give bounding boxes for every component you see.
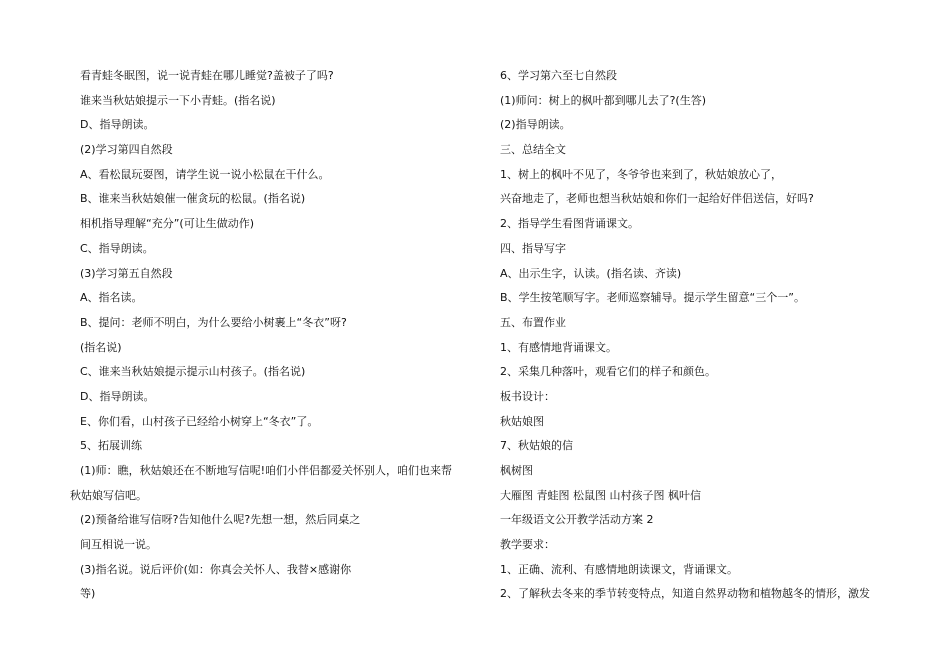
- text-line: 三、总结全文: [500, 143, 566, 157]
- text-line: (3)指名说。说后评价(如：你真会关怀人、我替×感谢你: [80, 562, 352, 576]
- text-line: 谁来当秋姑娘提示一下小青蛙。(指名说): [80, 93, 276, 107]
- text-line: 5、拓展训练: [80, 439, 142, 453]
- text-line: D、指导朗读。: [80, 118, 155, 132]
- text-line: C、指导朗读。: [80, 241, 154, 255]
- text-line: 看青蛙冬眠图，说一说青蛙在哪儿睡觉?盖被子了吗?: [80, 69, 334, 82]
- text-line: 大雁图 青蛙图 松鼠图 山村孩子图 枫叶信: [500, 488, 701, 502]
- text-line: (2)指导朗读。: [500, 118, 571, 132]
- text-line: 枫树图: [500, 464, 533, 477]
- text-line: 相机指导理解“充分”(可让生做动作): [80, 217, 254, 231]
- text-line: 一年级语文公开教学活动方案 2: [500, 513, 654, 527]
- text-line: (3)学习第五自然段: [80, 266, 173, 280]
- text-line: 2、指导学生看图背诵课文。: [500, 217, 639, 231]
- text-line: B、提问：老师不明白，为什么要给小树裹上“冬衣”呀?: [80, 315, 347, 329]
- text-line: B、谁来当秋姑娘催一催贪玩的松鼠。(指名说): [80, 192, 306, 206]
- text-line: 2、采集几种落叶，观看它们的样子和颜色。: [500, 365, 716, 379]
- text-line: (指名说): [80, 340, 122, 354]
- text-line: (1)师：瞧，秋姑娘还在不断地写信呢!咱们小伴侣都爱关怀别人，咱们也来帮: [80, 464, 452, 477]
- text-line: (1)师问：树上的枫叶都到哪儿去了?(生答): [500, 93, 707, 107]
- text-line: 板书设计：: [500, 389, 555, 403]
- text-line: 1、树上的枫叶不见了，冬爷爷也来到了，秋姑娘放心了，: [500, 167, 782, 181]
- text-line: (2)预备给谁写信呀?告知他什么呢?先想一想，然后同桌之: [80, 513, 361, 527]
- text-line: 秋姑娘图: [500, 414, 544, 428]
- text-line: 四、指导写字: [500, 241, 566, 255]
- left-column: [70, 64, 470, 607]
- text-line: (2)学习第四自然段: [80, 143, 173, 157]
- text-line: 2、了解秋去冬来的季节转变特点，知道自然界动物和植物越冬的情形，激发: [500, 587, 870, 601]
- text-line: A、指名读。: [80, 291, 143, 305]
- text-line: 兴奋地走了，老师也想当秋姑娘和你们一起给好伴侣送信，好吗?: [500, 192, 814, 206]
- text-line: A、看松鼠玩耍图，请学生说一说小松鼠在干什么。: [80, 167, 330, 181]
- text-line: 6、学习第六至七自然段: [500, 69, 617, 82]
- text-line: B、学生按笔顺写字。老师巡察辅导。提示学生留意“三个一”。: [500, 291, 805, 305]
- text-line: 1、正确、流利、有感情地朗读课文，背诵课文。: [500, 562, 738, 576]
- text-line: D、指导朗读。: [80, 389, 155, 403]
- right-column: [500, 64, 920, 607]
- text-line: 秋姑娘写信吧。: [70, 488, 147, 502]
- text-line: C、谁来当秋姑娘提示提示山村孩子。(指名说): [80, 365, 306, 379]
- text-line: E、你们看，山村孩子已经给小树穿上“冬衣”了。: [80, 414, 319, 428]
- text-line: 间互相说一说。: [80, 538, 157, 552]
- text-line: 五、布置作业: [500, 315, 566, 329]
- text-line: 1、有感情地背诵课文。: [500, 340, 617, 354]
- text-line: A、出示生字，认读。(指名读、齐读): [500, 266, 682, 280]
- text-line: 7、秋姑娘的信: [500, 439, 573, 453]
- text-line: 等): [80, 587, 96, 601]
- text-line: 教学要求：: [500, 538, 555, 552]
